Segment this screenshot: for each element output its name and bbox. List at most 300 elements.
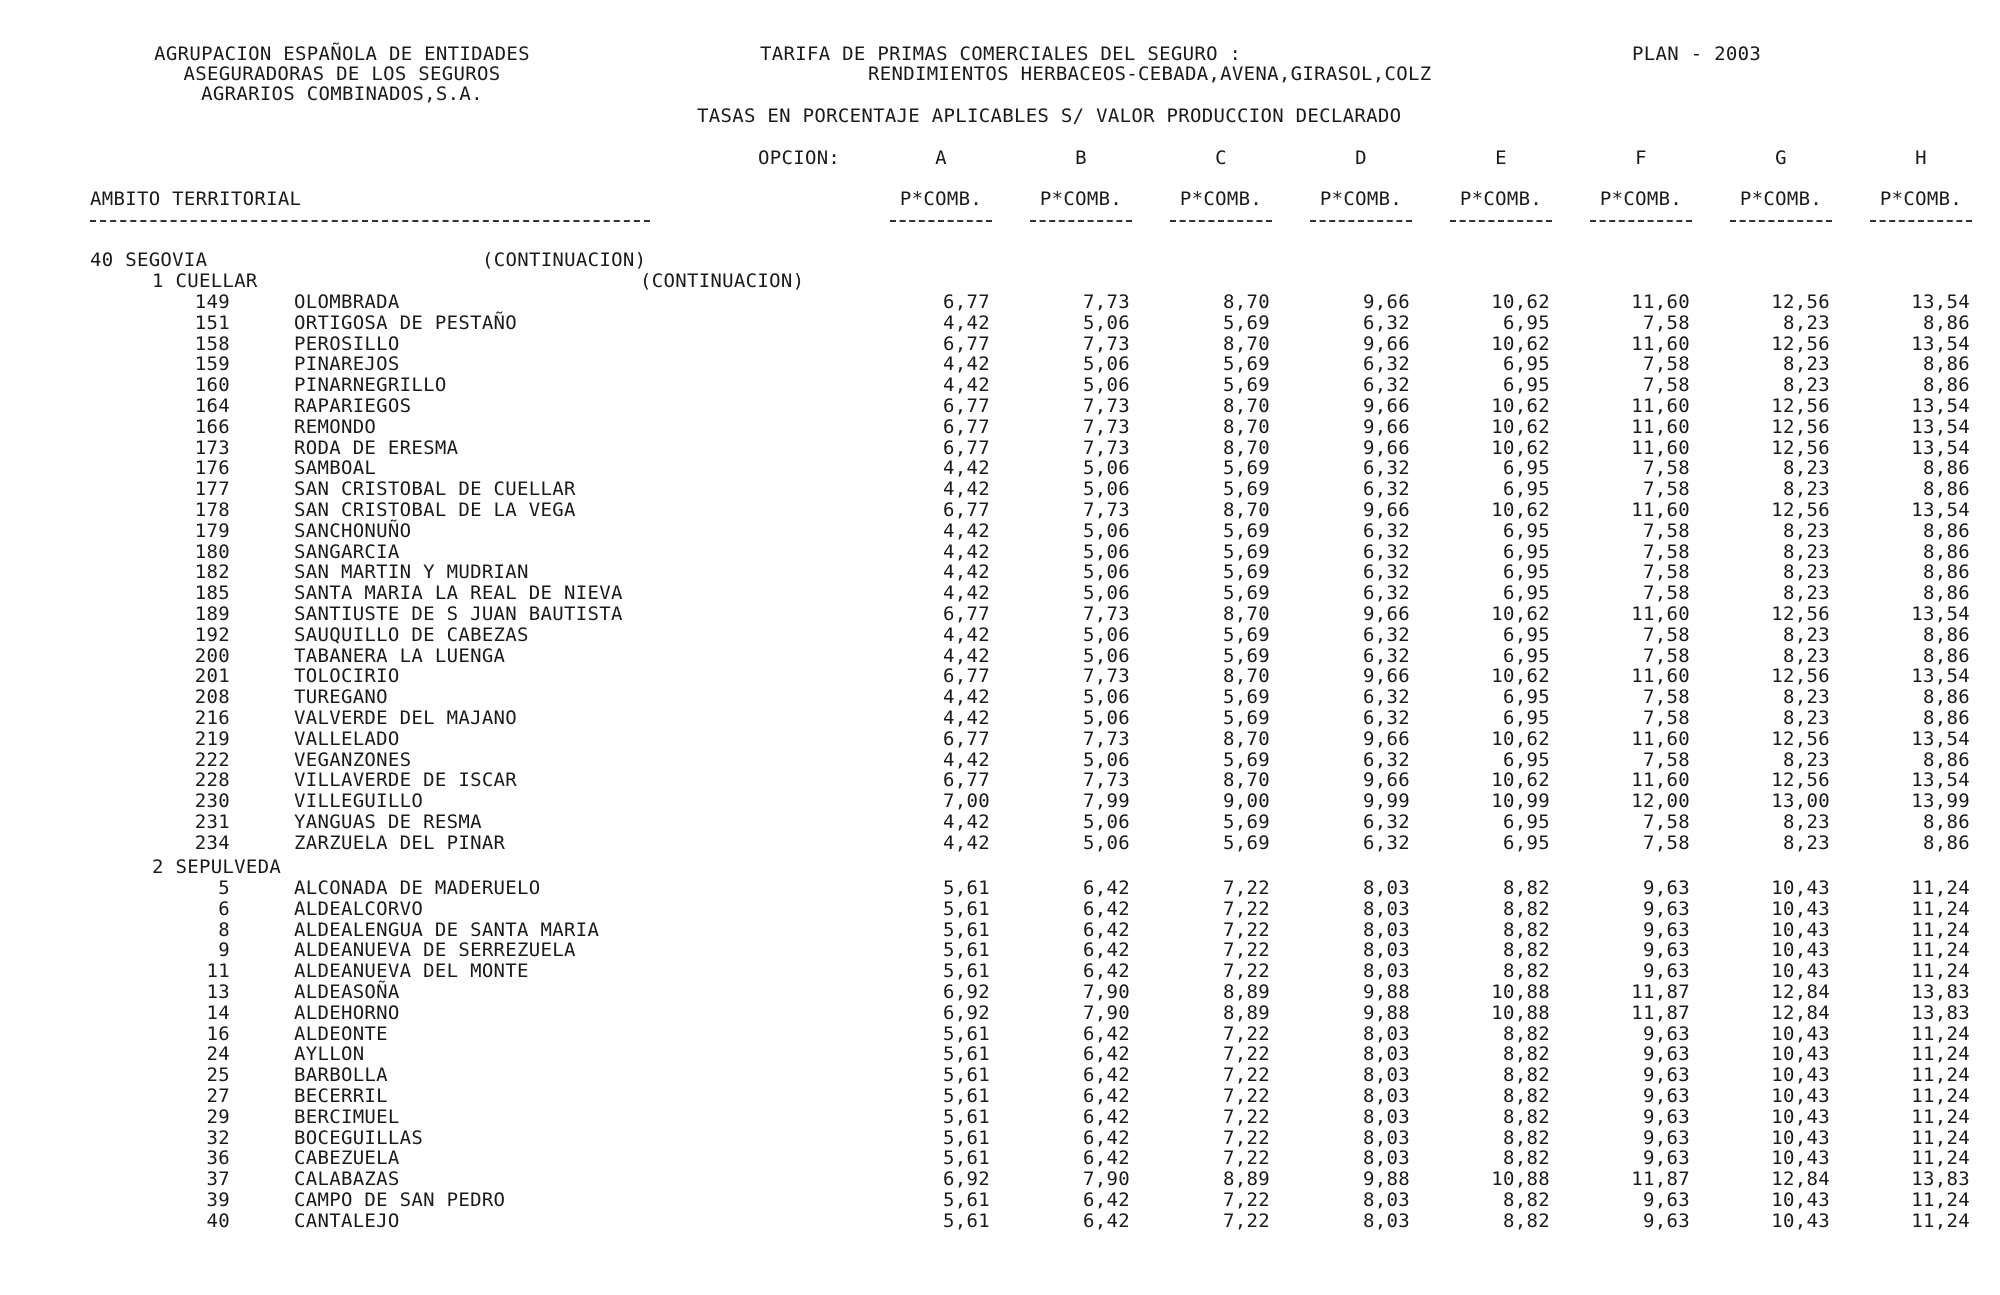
rate-cell: 11,24: [1911, 1043, 1970, 1066]
rate-cell: 5,06: [1083, 811, 1130, 833]
rate-cell: 8,86: [1923, 623, 1970, 646]
rate-cell: 7,73: [1083, 499, 1130, 521]
rate-cell: 6,95: [1503, 582, 1550, 605]
rate-cell: 13,54: [1911, 291, 1970, 313]
municipality-name: PINARNEGRILLO: [294, 374, 447, 397]
company-name-line-2: ASEGURADORAS DE LOS SEGUROS: [183, 63, 501, 85]
rate-cell: 11,24: [1911, 918, 1970, 941]
rate-cell: 8,23: [1783, 686, 1830, 709]
rate-cell: 6,42: [1083, 1209, 1130, 1232]
rate-cell: 8,86: [1923, 811, 1970, 833]
rate-cell: 13,83: [1911, 1001, 1970, 1024]
rate-cell: 6,42: [1083, 1085, 1130, 1107]
municipality-code: 228: [194, 769, 230, 792]
rate-cell: 8,03: [1363, 960, 1410, 983]
rate-cell: 6,95: [1503, 748, 1550, 771]
rate-cell: 7,58: [1643, 644, 1690, 667]
rate-cell: 9,88: [1363, 981, 1410, 1003]
rate-cell: 7,58: [1643, 561, 1690, 584]
rate-cell: 13,54: [1911, 499, 1970, 521]
municipality-code: 149: [194, 291, 230, 313]
rate-cell: 8,23: [1783, 707, 1830, 729]
rate-cell: 6,77: [943, 291, 990, 313]
rate-cell: 6,32: [1363, 582, 1410, 605]
rate-cell: 6,32: [1363, 623, 1410, 646]
municipality-name: OLOMBRADA: [294, 291, 400, 313]
option-letter: E: [1495, 147, 1507, 169]
company-name-line-1: AGRUPACION ESPAÑOLA DE ENTIDADES: [154, 43, 530, 65]
rate-cell: 8,86: [1923, 311, 1970, 334]
rate-cell: 8,82: [1503, 1126, 1550, 1149]
rate-cell: 8,03: [1363, 1209, 1410, 1232]
rate-cell: 5,61: [943, 1022, 990, 1045]
rate-cell: 5,06: [1083, 519, 1130, 542]
rate-cell: 8,03: [1363, 1085, 1410, 1107]
rate-cell: 7,58: [1643, 707, 1690, 729]
rate-cell: 10,43: [1771, 1064, 1830, 1087]
rate-cell: 9,66: [1363, 499, 1410, 521]
rate-cell: 5,61: [943, 1147, 990, 1170]
rate-cell: 11,60: [1631, 332, 1690, 355]
rate-cell: 4,42: [943, 353, 990, 376]
rate-cell: 8,03: [1363, 877, 1410, 899]
rate-cell: 8,03: [1363, 1064, 1410, 1087]
rate-cell: 5,06: [1083, 686, 1130, 709]
rate-cell: 12,56: [1771, 769, 1830, 792]
rate-cell: 5,69: [1223, 623, 1270, 646]
rate-cell: 7,22: [1223, 897, 1270, 920]
rate-cell: 6,95: [1503, 353, 1550, 376]
option-letter: F: [1635, 147, 1647, 169]
rate-cell: 8,82: [1503, 1209, 1550, 1232]
rate-cell: 10,62: [1491, 332, 1550, 355]
rate-cell: 10,43: [1771, 1209, 1830, 1232]
municipality-name: PINAREJOS: [294, 353, 400, 376]
rate-cell: 5,06: [1083, 748, 1130, 771]
rate-cell: 6,32: [1363, 353, 1410, 376]
rate-cell: 9,63: [1643, 877, 1690, 899]
rate-cell: 8,03: [1363, 1043, 1410, 1066]
rate-cell: 11,60: [1631, 665, 1690, 688]
rate-cell: 13,54: [1911, 436, 1970, 459]
rate-cell: 8,86: [1923, 374, 1970, 397]
rate-cell: 6,32: [1363, 519, 1410, 542]
ambito-territorial-label: AMBITO TERRITORIAL: [90, 188, 302, 210]
pcomb-header: P*COMB.: [1179, 188, 1263, 210]
rate-cell: 6,42: [1083, 1189, 1130, 1211]
rate-cell: 10,62: [1491, 603, 1550, 625]
rate-cell: 7,73: [1083, 291, 1130, 313]
pcomb-header: P*COMB.: [1319, 188, 1403, 210]
rate-cell: 12,56: [1771, 332, 1830, 355]
rate-cell: 12,56: [1771, 436, 1830, 459]
rate-cell: 8,82: [1503, 897, 1550, 920]
rate-cell: 11,60: [1631, 436, 1690, 459]
municipality-name: SAN CRISTOBAL DE LA VEGA: [294, 499, 576, 521]
rate-cell: 7,58: [1643, 748, 1690, 771]
municipality-code: 32: [206, 1126, 230, 1149]
rate-cell: 7,58: [1643, 478, 1690, 501]
rate-cell: 8,23: [1783, 374, 1830, 397]
municipality-code: 9: [218, 939, 230, 962]
rate-cell: 5,61: [943, 1064, 990, 1087]
municipality-name: VALLELADO: [294, 727, 400, 750]
rate-cell: 5,06: [1083, 623, 1130, 646]
rate-cell: 7,99: [1083, 790, 1130, 813]
municipality-name: ALDEALENGUA DE SANTA MARIA: [294, 918, 600, 941]
rate-cell: 5,61: [943, 897, 990, 920]
municipality-code: 166: [194, 415, 230, 438]
municipality-code: 6: [218, 897, 230, 920]
rate-cell: 8,82: [1503, 1043, 1550, 1066]
rate-cell: 13,54: [1911, 332, 1970, 355]
rate-cell: 7,58: [1643, 811, 1690, 833]
rate-cell: 5,06: [1083, 478, 1130, 501]
rate-cell: 8,86: [1923, 540, 1970, 563]
rate-cell: 10,43: [1771, 1126, 1830, 1149]
municipality-code: 201: [194, 665, 230, 688]
rate-cell: 12,56: [1771, 727, 1830, 750]
rate-cell: 5,69: [1223, 519, 1270, 542]
municipality-code: 200: [194, 644, 230, 667]
tasas-subtitle: TASAS EN PORCENTAJE APLICABLES S/ VALOR PRODUCCION DECLARADO: [697, 105, 1402, 127]
municipality-name: ALDEONTE: [294, 1022, 388, 1045]
pcomb-header: P*COMB.: [1879, 188, 1963, 210]
rate-cell: 8,23: [1783, 831, 1830, 854]
pcomb-header: P*COMB.: [1739, 188, 1823, 210]
municipality-name: PEROSILLO: [294, 332, 400, 355]
rate-cell: 7,73: [1083, 395, 1130, 417]
rate-cell: 5,61: [943, 1209, 990, 1232]
rate-cell: 6,32: [1363, 748, 1410, 771]
municipality-name: RODA DE ERESMA: [294, 436, 459, 459]
rate-cell: 8,82: [1503, 918, 1550, 941]
rate-cell: 8,86: [1923, 478, 1970, 501]
rate-cell: 4,42: [943, 686, 990, 709]
municipality-code: 8: [218, 918, 230, 941]
municipality-name: VILLAVERDE DE ISCAR: [294, 769, 518, 792]
rate-cell: 7,22: [1223, 1189, 1270, 1211]
province-label: 40 SEGOVIA: [90, 249, 208, 271]
municipality-code: 160: [194, 374, 230, 397]
municipality-code: 158: [194, 332, 230, 355]
municipality-code: 159: [194, 353, 230, 376]
rate-cell: 12,56: [1771, 395, 1830, 417]
rate-cell: 8,23: [1783, 644, 1830, 667]
rate-cell: 5,61: [943, 1189, 990, 1211]
municipality-code: 14: [206, 1001, 230, 1024]
municipality-name: TOLOCIRIO: [294, 665, 400, 688]
rate-cell: 7,22: [1223, 1043, 1270, 1066]
rate-cell: 6,42: [1083, 918, 1130, 941]
rate-cell: 8,03: [1363, 939, 1410, 962]
rate-cell: 8,86: [1923, 353, 1970, 376]
rate-cell: 6,95: [1503, 519, 1550, 542]
rate-cell: 6,42: [1083, 1126, 1130, 1149]
municipality-code: 11: [206, 960, 230, 983]
rate-cell: 6,95: [1503, 540, 1550, 563]
rate-cell: 4,42: [943, 374, 990, 397]
rate-cell: 6,32: [1363, 374, 1410, 397]
rate-cell: 12,56: [1771, 291, 1830, 313]
rate-cell: 12,56: [1771, 499, 1830, 521]
municipality-name: ALCONADA DE MADERUELO: [294, 877, 541, 899]
rate-cell: 9,63: [1643, 939, 1690, 962]
rate-cell: 6,77: [943, 436, 990, 459]
rate-cell: 9,66: [1363, 727, 1410, 750]
rate-cell: 5,06: [1083, 561, 1130, 584]
rate-cell: 6,92: [943, 981, 990, 1003]
municipality-code: 36: [206, 1147, 230, 1170]
rate-cell: 7,00: [943, 790, 990, 813]
rate-cell: 5,69: [1223, 811, 1270, 833]
municipality-name: ZARZUELA DEL PINAR: [294, 831, 506, 854]
rate-cell: 8,23: [1783, 748, 1830, 771]
rate-cell: 8,03: [1363, 1022, 1410, 1045]
municipality-name: CAMPO DE SAN PEDRO: [294, 1189, 506, 1211]
rate-cell: 13,54: [1911, 603, 1970, 625]
rate-cell: 9,99: [1363, 790, 1410, 813]
rate-cell: 9,66: [1363, 603, 1410, 625]
rate-cell: 13,54: [1911, 395, 1970, 417]
rate-cell: 8,70: [1223, 727, 1270, 750]
rate-cell: 6,95: [1503, 707, 1550, 729]
pcomb-header: P*COMB.: [1039, 188, 1123, 210]
rate-cell: 11,24: [1911, 1064, 1970, 1087]
municipality-name: VALVERDE DEL MAJANO: [294, 707, 518, 729]
rate-cell: 11,60: [1631, 727, 1690, 750]
municipality-code: 25: [206, 1064, 230, 1087]
municipality-code: 216: [194, 707, 230, 729]
rate-cell: 6,42: [1083, 1022, 1130, 1045]
rate-cell: 8,23: [1783, 311, 1830, 334]
rate-cell: 6,95: [1503, 811, 1550, 833]
rate-cell: 6,32: [1363, 644, 1410, 667]
rate-cell: 11,60: [1631, 603, 1690, 625]
rate-cell: 11,87: [1631, 981, 1690, 1003]
rate-cell: 5,61: [943, 1085, 990, 1107]
municipality-code: 234: [194, 831, 230, 854]
municipality-name: ALDEALCORVO: [294, 897, 424, 920]
rate-cell: 8,23: [1783, 623, 1830, 646]
option-letter: H: [1915, 147, 1927, 169]
rate-cell: 6,92: [943, 1001, 990, 1024]
municipality-name: VILLEGUILLO: [294, 790, 424, 813]
rate-cell: 5,61: [943, 1105, 990, 1128]
rate-cell: 7,58: [1643, 831, 1690, 854]
rate-cell: 10,43: [1771, 918, 1830, 941]
option-letter: G: [1775, 147, 1787, 169]
rate-cell: 13,54: [1911, 769, 1970, 792]
rate-cell: 8,70: [1223, 291, 1270, 313]
municipality-code: 219: [194, 727, 230, 750]
rate-cell: 11,60: [1631, 415, 1690, 438]
rate-cell: 5,69: [1223, 831, 1270, 854]
municipality-code: 24: [206, 1043, 230, 1066]
rate-cell: 11,24: [1911, 897, 1970, 920]
rate-cell: 10,43: [1771, 1085, 1830, 1107]
rate-cell: 5,69: [1223, 644, 1270, 667]
rate-cell: 9,00: [1223, 790, 1270, 813]
rate-cell: 6,95: [1503, 311, 1550, 334]
municipality-code: 185: [194, 582, 230, 605]
rate-cell: 6,32: [1363, 478, 1410, 501]
municipality-code: 16: [206, 1022, 230, 1045]
rate-cell: 7,22: [1223, 1064, 1270, 1087]
rate-cell: 4,42: [943, 582, 990, 605]
rate-cell: 9,63: [1643, 1209, 1690, 1232]
rate-cell: 7,22: [1223, 877, 1270, 899]
rate-cell: 13,99: [1911, 790, 1970, 813]
rate-cell: 8,23: [1783, 811, 1830, 833]
municipality-code: 176: [194, 457, 230, 480]
rate-cell: 8,86: [1923, 748, 1970, 771]
rate-cell: 8,23: [1783, 519, 1830, 542]
rate-cell: 7,90: [1083, 1168, 1130, 1191]
rate-cell: 4,42: [943, 540, 990, 563]
rate-cell: 7,58: [1643, 374, 1690, 397]
rate-cell: 6,92: [943, 1168, 990, 1191]
municipality-name: RAPARIEGOS: [294, 395, 412, 417]
rate-cell: 5,69: [1223, 311, 1270, 334]
rate-cell: 5,61: [943, 939, 990, 962]
municipality-code: 173: [194, 436, 230, 459]
rate-cell: 6,95: [1503, 686, 1550, 709]
rate-cell: 9,66: [1363, 332, 1410, 355]
rate-cell: 8,86: [1923, 582, 1970, 605]
municipality-name: SAUQUILLO DE CABEZAS: [294, 623, 529, 646]
rate-cell: 5,61: [943, 918, 990, 941]
rate-cell: 7,22: [1223, 1209, 1270, 1232]
rate-cell: 11,24: [1911, 939, 1970, 962]
rate-cell: 8,70: [1223, 665, 1270, 688]
rate-cell: 6,95: [1503, 374, 1550, 397]
rate-cell: 4,42: [943, 457, 990, 480]
rate-cell: 13,83: [1911, 1168, 1970, 1191]
rate-cell: 5,06: [1083, 457, 1130, 480]
rate-cell: 8,03: [1363, 1147, 1410, 1170]
rate-cell: 5,69: [1223, 353, 1270, 376]
rate-cell: 13,54: [1911, 727, 1970, 750]
rate-cell: 8,82: [1503, 939, 1550, 962]
municipality-name: YANGUAS DE RESMA: [294, 811, 482, 833]
rate-cell: 11,24: [1911, 877, 1970, 899]
municipality-name: CABEZUELA: [294, 1147, 400, 1170]
rate-cell: 8,86: [1923, 686, 1970, 709]
rate-cell: 5,69: [1223, 582, 1270, 605]
rate-cell: 8,82: [1503, 1022, 1550, 1045]
rate-cell: 6,77: [943, 665, 990, 688]
rate-cell: 5,69: [1223, 748, 1270, 771]
rate-cell: 6,42: [1083, 877, 1130, 899]
municipality-name: CALABAZAS: [294, 1168, 400, 1191]
municipality-name: TUREGANO: [294, 686, 388, 709]
municipality-code: 189: [194, 603, 230, 625]
rate-cell: 4,42: [943, 748, 990, 771]
rate-cell: 4,42: [943, 831, 990, 854]
rate-cell: 6,95: [1503, 478, 1550, 501]
rate-cell: 6,77: [943, 769, 990, 792]
rate-cell: 8,82: [1503, 1189, 1550, 1211]
rate-cell: 7,22: [1223, 1105, 1270, 1128]
rate-cell: 9,63: [1643, 1147, 1690, 1170]
pcomb-header: P*COMB.: [899, 188, 983, 210]
rate-cell: 11,24: [1911, 1189, 1970, 1211]
rate-cell: 13,54: [1911, 415, 1970, 438]
rate-cell: 5,69: [1223, 686, 1270, 709]
rate-cell: 8,23: [1783, 457, 1830, 480]
municipality-name: SANCHONUÑO: [294, 519, 412, 542]
rate-cell: 4,42: [943, 561, 990, 584]
rate-cell: 10,88: [1491, 1168, 1550, 1191]
municipality-name: AYLLON: [294, 1043, 365, 1066]
municipality-name: CANTALEJO: [294, 1209, 400, 1232]
municipality-name: ALDEHORNO: [294, 1001, 400, 1024]
pcomb-header: P*COMB.: [1599, 188, 1683, 210]
rate-cell: 9,66: [1363, 665, 1410, 688]
rate-cell: 9,66: [1363, 769, 1410, 792]
company-name-line-3: AGRARIOS COMBINADOS,S.A.: [201, 83, 483, 105]
municipality-name: BECERRIL: [294, 1085, 388, 1107]
municipality-name: ORTIGOSA DE PESTAÑO: [294, 311, 518, 334]
rate-cell: 6,95: [1503, 831, 1550, 854]
rate-cell: 10,43: [1771, 1022, 1830, 1045]
municipality-code: 177: [194, 478, 230, 501]
rate-cell: 6,32: [1363, 686, 1410, 709]
rate-cell: 8,82: [1503, 1085, 1550, 1107]
rate-cell: 10,62: [1491, 291, 1550, 313]
rate-cell: 5,69: [1223, 457, 1270, 480]
rate-cell: 5,61: [943, 1126, 990, 1149]
municipality-code: 37: [206, 1168, 230, 1191]
option-letter: B: [1075, 147, 1087, 169]
municipality-name: SAN CRISTOBAL DE CUELLAR: [294, 478, 576, 501]
rate-cell: 8,82: [1503, 960, 1550, 983]
municipality-name: BOCEGUILLAS: [294, 1126, 424, 1149]
municipality-name: VEGANZONES: [294, 748, 412, 771]
municipality-code: 230: [194, 790, 230, 813]
municipality-code: 180: [194, 540, 230, 563]
rate-cell: 10,88: [1491, 1001, 1550, 1024]
rate-cell: 10,62: [1491, 415, 1550, 438]
plan-label: PLAN - 2003: [1632, 43, 1762, 65]
rate-cell: 7,58: [1643, 353, 1690, 376]
rate-cell: 11,24: [1911, 1209, 1970, 1232]
rate-cell: 6,77: [943, 395, 990, 417]
rate-cell: 7,73: [1083, 332, 1130, 355]
rate-cell: 7,58: [1643, 457, 1690, 480]
rate-cell: 9,63: [1643, 1022, 1690, 1045]
rate-cell: 7,58: [1643, 582, 1690, 605]
rate-cell: 8,03: [1363, 1105, 1410, 1128]
municipality-name: SANTA MARIA LA REAL DE NIEVA: [294, 582, 623, 605]
rate-cell: 6,77: [943, 415, 990, 438]
rate-cell: 6,95: [1503, 561, 1550, 584]
rate-cell: 10,99: [1491, 790, 1550, 813]
rate-cell: 6,32: [1363, 540, 1410, 563]
rate-cell: 10,43: [1771, 960, 1830, 983]
rate-cell: 5,69: [1223, 707, 1270, 729]
rate-cell: 10,43: [1771, 877, 1830, 899]
rate-cell: 6,42: [1083, 939, 1130, 962]
rate-cell: 9,88: [1363, 1001, 1410, 1024]
municipality-code: 208: [194, 686, 230, 709]
rate-cell: 6,77: [943, 603, 990, 625]
rate-cell: 5,61: [943, 877, 990, 899]
option-letter: A: [935, 147, 947, 169]
rate-cell: 11,24: [1911, 960, 1970, 983]
rate-cell: 7,22: [1223, 960, 1270, 983]
